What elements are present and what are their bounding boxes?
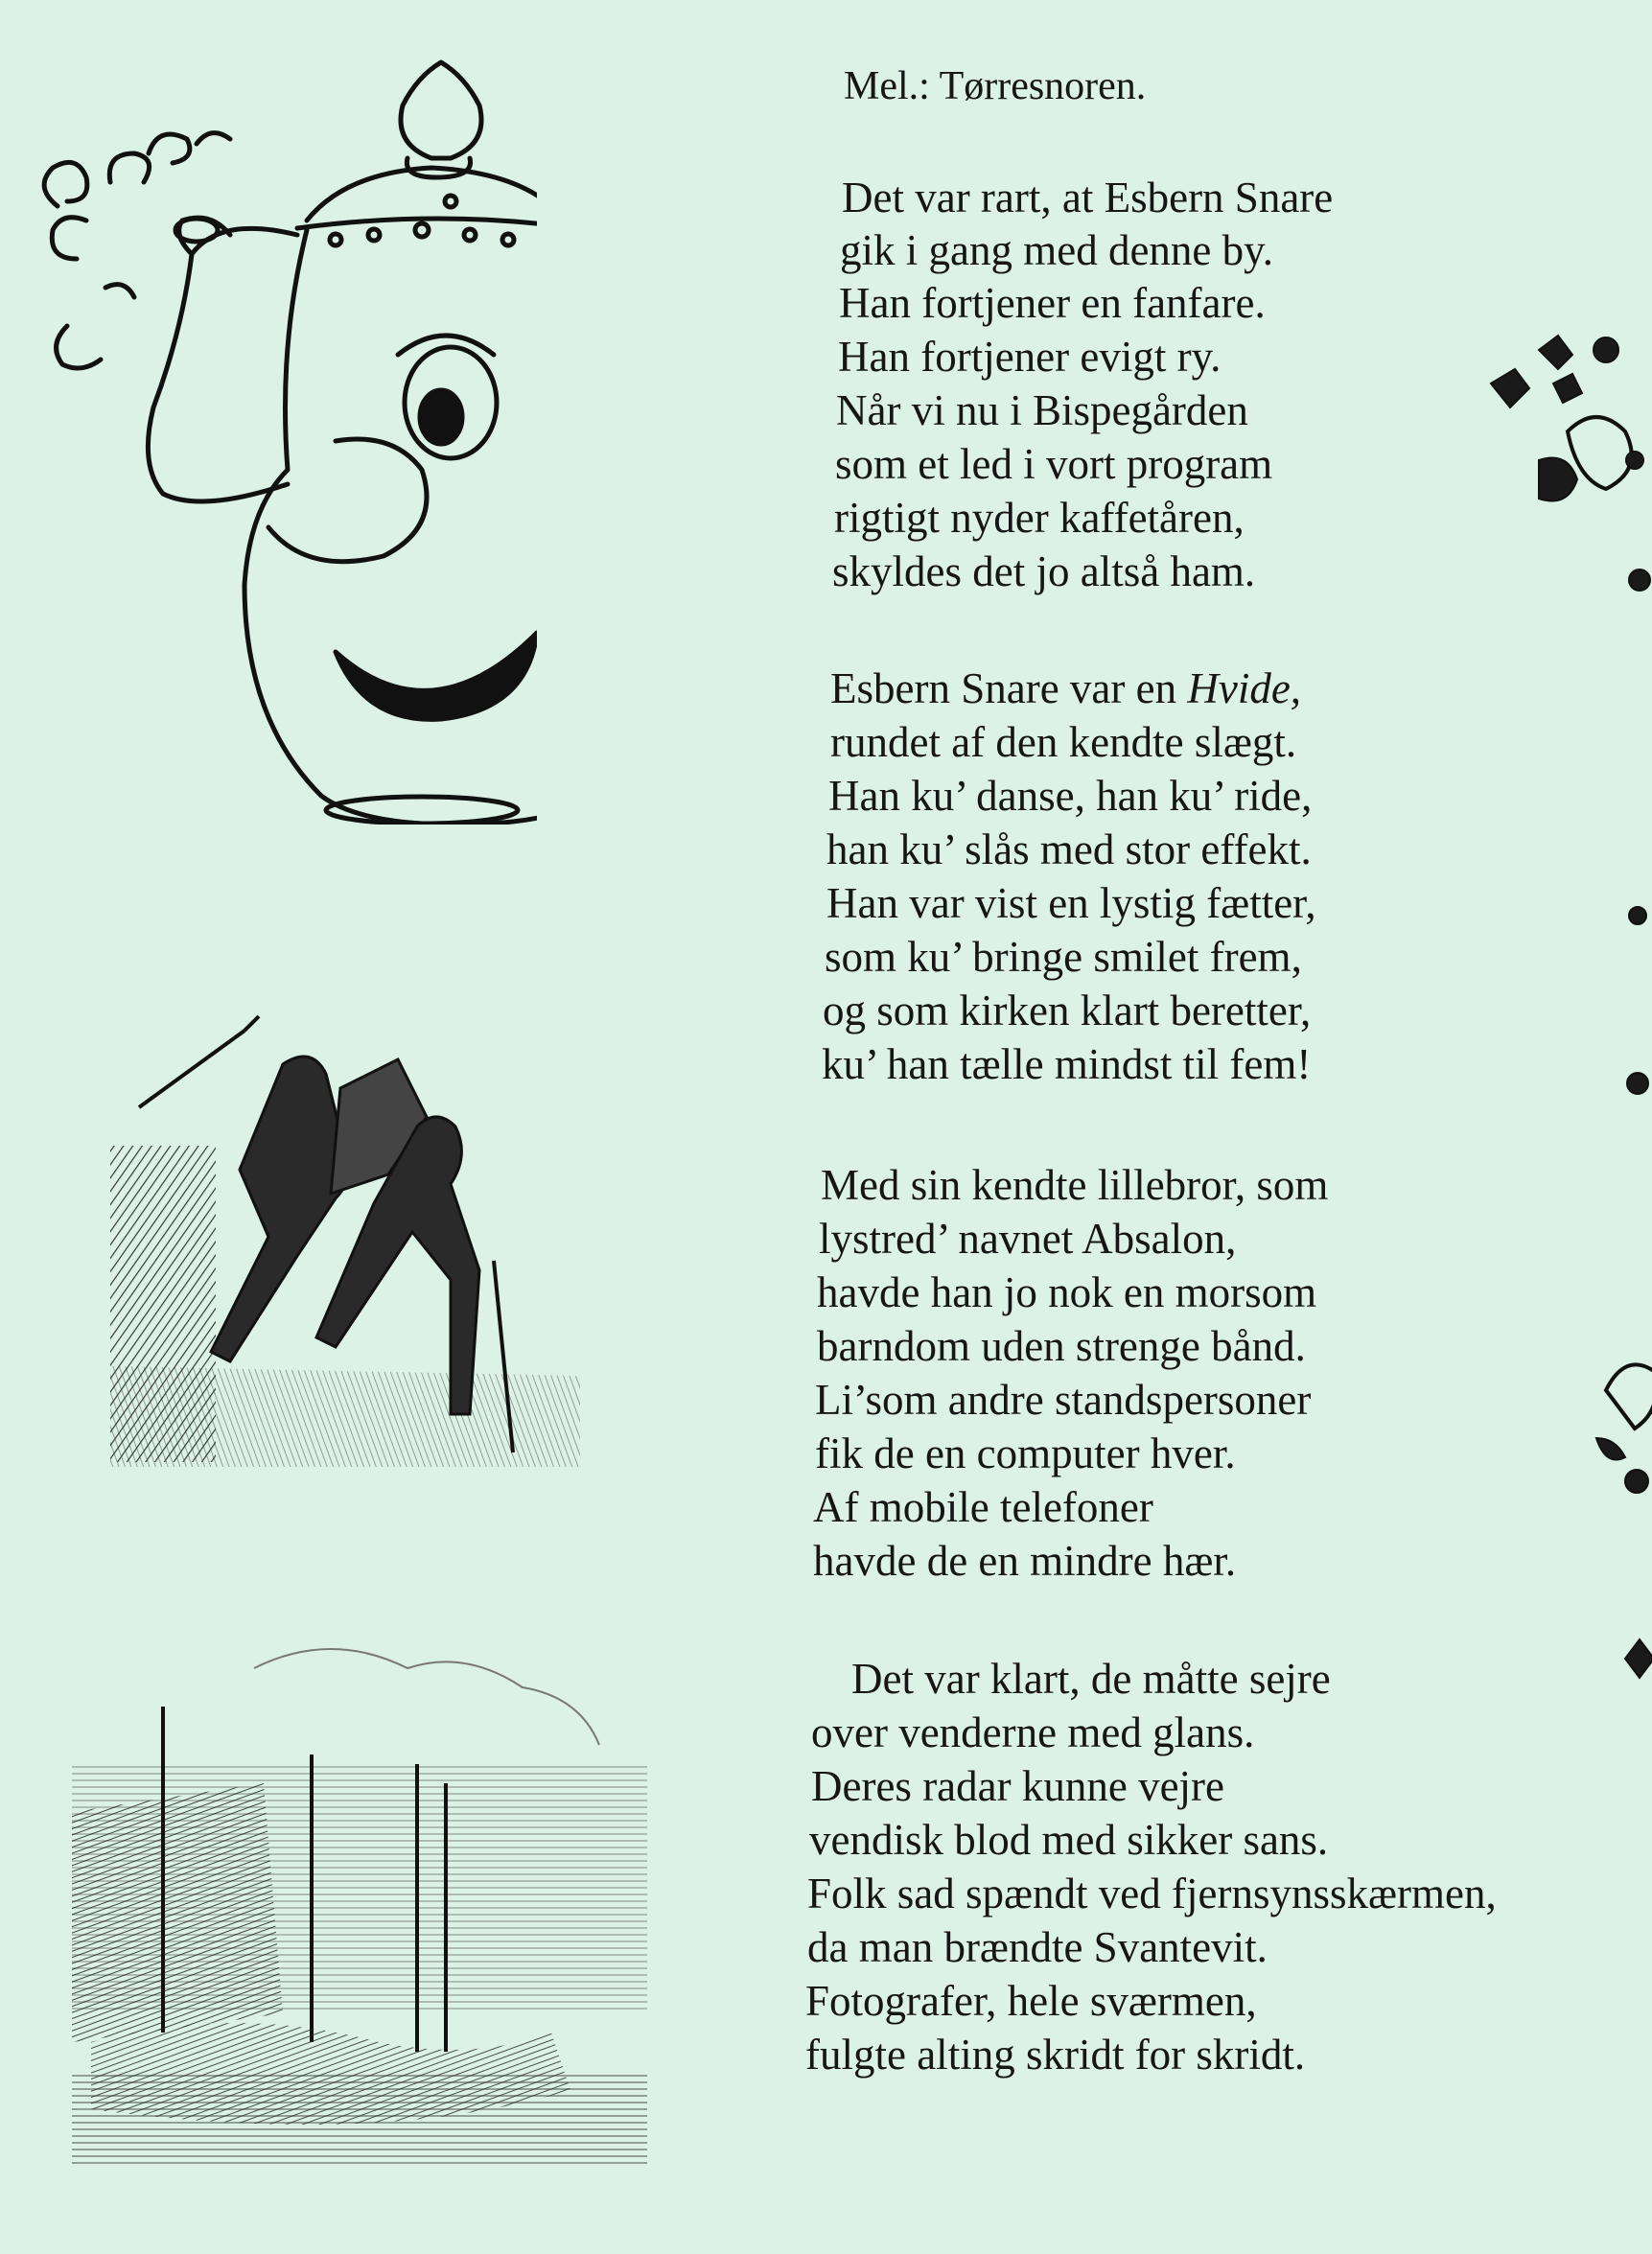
verse-2-line-1-text: Esbern Snare var en	[830, 664, 1188, 712]
verse-2-line-2: rundet af den kendte slægt.	[830, 718, 1297, 766]
verse-1-line-1: Det var rart, at Esbern Snare	[842, 174, 1334, 221]
verse-4-line-1: Det var klart, de måtte sejre	[851, 1655, 1331, 1703]
verse-4-line-3: Deres radar kunne vejre	[811, 1762, 1225, 1810]
verse-2-line-1	[830, 663, 1301, 713]
verse-2-line-7: og som kirken klart beretter,	[823, 987, 1312, 1034]
verse-3-line-8: havde de en mindre hær.	[813, 1537, 1237, 1585]
verse-3-line-7: Af mobile telefoner	[813, 1483, 1153, 1531]
verse-1-line-3: Han fortjener en fanfare.	[839, 279, 1266, 327]
verse-4-line-5: Folk sad spændt ved fjernsynsskærmen,	[807, 1870, 1497, 1917]
verse-4-line-2: over venderne med glans.	[811, 1708, 1255, 1756]
verse-1-line-8: skyldes det jo altså ham.	[832, 547, 1256, 595]
verse-2-line-4: han ku’ slås med stor effekt.	[826, 825, 1312, 873]
verse-4-line-6: da man brændte Svantevit.	[807, 1923, 1268, 1971]
verse-3-line-4: barndom uden strenge bånd.	[817, 1322, 1306, 1370]
verse-1-line-4: Han fortjener evigt ry.	[838, 333, 1222, 381]
verse-3-line-1: Med sin kendte lillebror, som	[821, 1161, 1329, 1209]
verse-3-line-5: Li’som andre standspersoner	[815, 1376, 1312, 1424]
verse-2-line-8: ku’ han tælle mindst til fem!	[822, 1040, 1312, 1088]
verse-1-line-2: gik i gang med denne by.	[840, 226, 1273, 274]
verse-3-line-6: fik de en computer hver.	[815, 1429, 1236, 1477]
verse-2-line-1-italic: Hvide,	[1187, 664, 1302, 712]
verse-2-line-3: Han ku’ danse, han ku’ ride,	[828, 772, 1313, 820]
verse-2-line-5: Han var vist en lystig fætter,	[826, 879, 1316, 927]
verse-4-line-8: fulgte alting skridt for skridt.	[805, 2031, 1306, 2079]
verse-4-line-4: vendisk blod med sikker sans.	[809, 1816, 1329, 1864]
verse-4-line-7: Fotografer, hele sværmen,	[805, 1977, 1257, 2025]
verse-1-line-5: Når vi nu i Bispegården	[836, 386, 1248, 434]
melody-line: Mel.: Tørresnoren.	[844, 64, 1147, 108]
verse-1-line-6: som et led i vort program	[835, 440, 1273, 488]
verse-1-line-7: rigtigt nyder kaffetåren,	[834, 494, 1245, 542]
verse-2-line-6: som ku’ bringe smilet frem,	[825, 933, 1302, 981]
verse-3-line-3: havde han jo nok en morsom	[817, 1268, 1317, 1316]
verse-3-line-2: lystred’ navnet Absalon,	[819, 1215, 1237, 1263]
